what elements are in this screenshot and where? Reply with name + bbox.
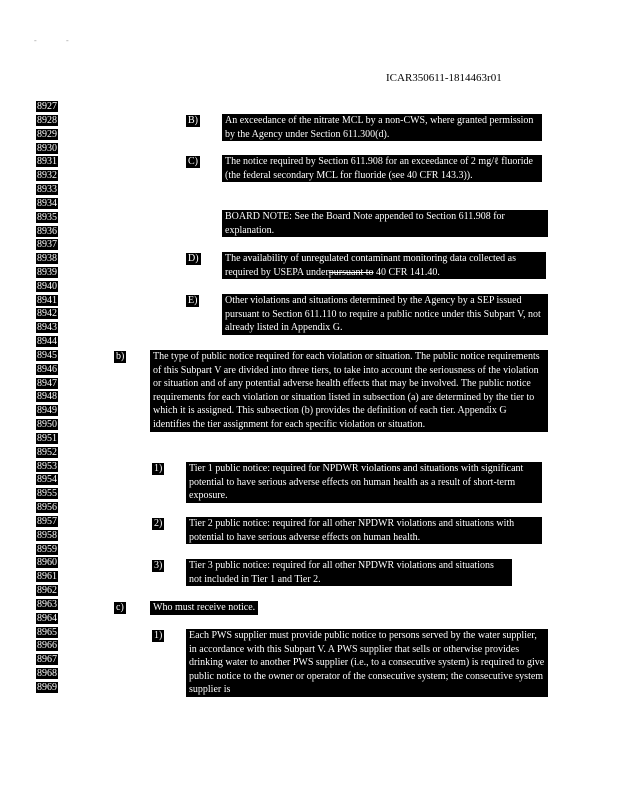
item-text-e: Other violations and situations determined by the Agency by a SEP issued pursuant to Section 611.110 to require a public notice under this Subpart V, not already listed in Appendix G. bbox=[222, 294, 548, 335]
line-number: 8937 bbox=[37, 239, 57, 251]
section-label-c: c) bbox=[116, 602, 124, 613]
line-number: 8940 bbox=[37, 280, 57, 292]
item-text-d-main: The availability of unregulated contaminant monitoring data collected as required by USEPA under bbox=[225, 253, 517, 278]
line-number: 8939 bbox=[37, 267, 57, 278]
line-number: 8931 bbox=[37, 156, 57, 168]
line-number: 8934 bbox=[37, 197, 57, 209]
line-number: 8927 bbox=[37, 101, 57, 112]
line-number: 8941 bbox=[37, 294, 57, 306]
line-number: 8963 bbox=[37, 598, 57, 610]
line-number: 8938 bbox=[37, 253, 57, 265]
line-number: 8950 bbox=[37, 419, 57, 431]
line-number: 8944 bbox=[37, 336, 57, 348]
tier1-text: Tier 1 public notice: required for NPDWR violations and situations with significant potential to have serious adverse effects on human health as a result of short-term exposure. bbox=[186, 462, 542, 503]
line-number: 8952 bbox=[37, 446, 57, 458]
line-number: 8968 bbox=[37, 668, 57, 679]
item-label-b: B) bbox=[188, 115, 198, 126]
line-number: 8946 bbox=[37, 363, 57, 375]
struck-text: pursuant to bbox=[328, 266, 374, 278]
c1-text: Each PWS supplier must provide public notice to persons served by the water supplier, in accordance with this Subpart V. A PWS supplier that sells or otherwise provides drinking water to another PWS supplier (i.e., to a consecutive system) is required to give public notice to the owner or operator of the consecutive system; the consecutive system supplier is bbox=[186, 629, 548, 697]
section-text-c: Who must receive notice. bbox=[150, 601, 258, 615]
line-number: 8929 bbox=[37, 128, 57, 140]
line-number: 8948 bbox=[37, 391, 57, 403]
c1-label: 1) bbox=[154, 630, 163, 641]
line-number: 8964 bbox=[37, 612, 57, 624]
tier2-text: Tier 2 public notice: required for all other NPDWR violations and situations with potential to have serious adverse effects on human health. bbox=[186, 517, 542, 544]
line-number: 8936 bbox=[37, 225, 57, 237]
item-label-c: C) bbox=[188, 156, 198, 167]
tier1-label: 1) bbox=[154, 463, 163, 474]
board-note: BOARD NOTE: See the Board Note appended to Section 611.908 for explanation. bbox=[222, 210, 548, 237]
line-number: 8942 bbox=[37, 308, 57, 320]
line-number: 8965 bbox=[37, 626, 57, 638]
line-number: 8957 bbox=[37, 515, 57, 527]
item-text-d bbox=[222, 252, 546, 279]
line-number: 8932 bbox=[37, 170, 57, 182]
line-number: 8928 bbox=[37, 114, 57, 126]
line-number: 8961 bbox=[37, 571, 57, 583]
line-number: 8951 bbox=[37, 432, 57, 444]
line-number: 8954 bbox=[37, 474, 57, 486]
line-number: 8966 bbox=[37, 640, 57, 652]
line-number: 8967 bbox=[37, 654, 57, 666]
line-number: 8956 bbox=[37, 502, 57, 514]
tier3-label: 3) bbox=[154, 560, 163, 571]
line-number: 8960 bbox=[37, 557, 57, 569]
line-number: 8935 bbox=[37, 211, 57, 223]
line-number: 8959 bbox=[37, 543, 57, 555]
item-label-e: E) bbox=[188, 295, 198, 306]
line-number: 8962 bbox=[37, 585, 57, 596]
line-number: 8933 bbox=[37, 184, 57, 195]
item-label-d: D) bbox=[188, 253, 199, 264]
item-text-d-tail: 40 CFR 141.40. bbox=[373, 266, 440, 278]
scan-mark: - bbox=[66, 36, 69, 45]
section-text-b: The type of public notice required for each violation or situation. The public notice requirements of this Subpart V are divided into three tiers, to take into account the seriousness of the violation or situation and of any potential adverse health effects that may be involved. The public notice requirements for each violation or situation listed in subsection (a) are determined by the tier to which it is assigned. This subsection (b) provides the definition of each tier. Appendix G identifies the tier assignment for each specific violation or situation. bbox=[150, 350, 548, 432]
tier2-label: 2) bbox=[154, 518, 163, 529]
line-number: 8953 bbox=[37, 460, 57, 472]
line-number: 8949 bbox=[37, 405, 57, 417]
line-number: 8969 bbox=[37, 681, 57, 693]
line-number: 8955 bbox=[37, 488, 57, 500]
line-number: 8947 bbox=[37, 377, 57, 389]
line-number: 8945 bbox=[37, 349, 57, 361]
line-number: 8958 bbox=[37, 529, 57, 541]
section-label-b: b) bbox=[116, 351, 125, 362]
item-text-b: An exceedance of the nitrate MCL by a non-CWS, where granted permission by the Agency under Section 611.300(d). bbox=[222, 114, 542, 141]
tier3-text: Tier 3 public notice: required for all other NPDWR violations and situations not included in Tier 1 and Tier 2. bbox=[186, 559, 512, 586]
line-number: 8930 bbox=[37, 142, 57, 154]
item-text-c: The notice required by Section 611.908 for an exceedance of 2 mg/ℓ fluoride (the federal secondary MCL for fluoride (see 40 CFR 143.3)). bbox=[222, 155, 542, 182]
document-id: ICAR350611-1814463r01 bbox=[386, 72, 502, 84]
line-number: 8943 bbox=[37, 322, 57, 334]
scan-mark: - bbox=[34, 36, 37, 45]
